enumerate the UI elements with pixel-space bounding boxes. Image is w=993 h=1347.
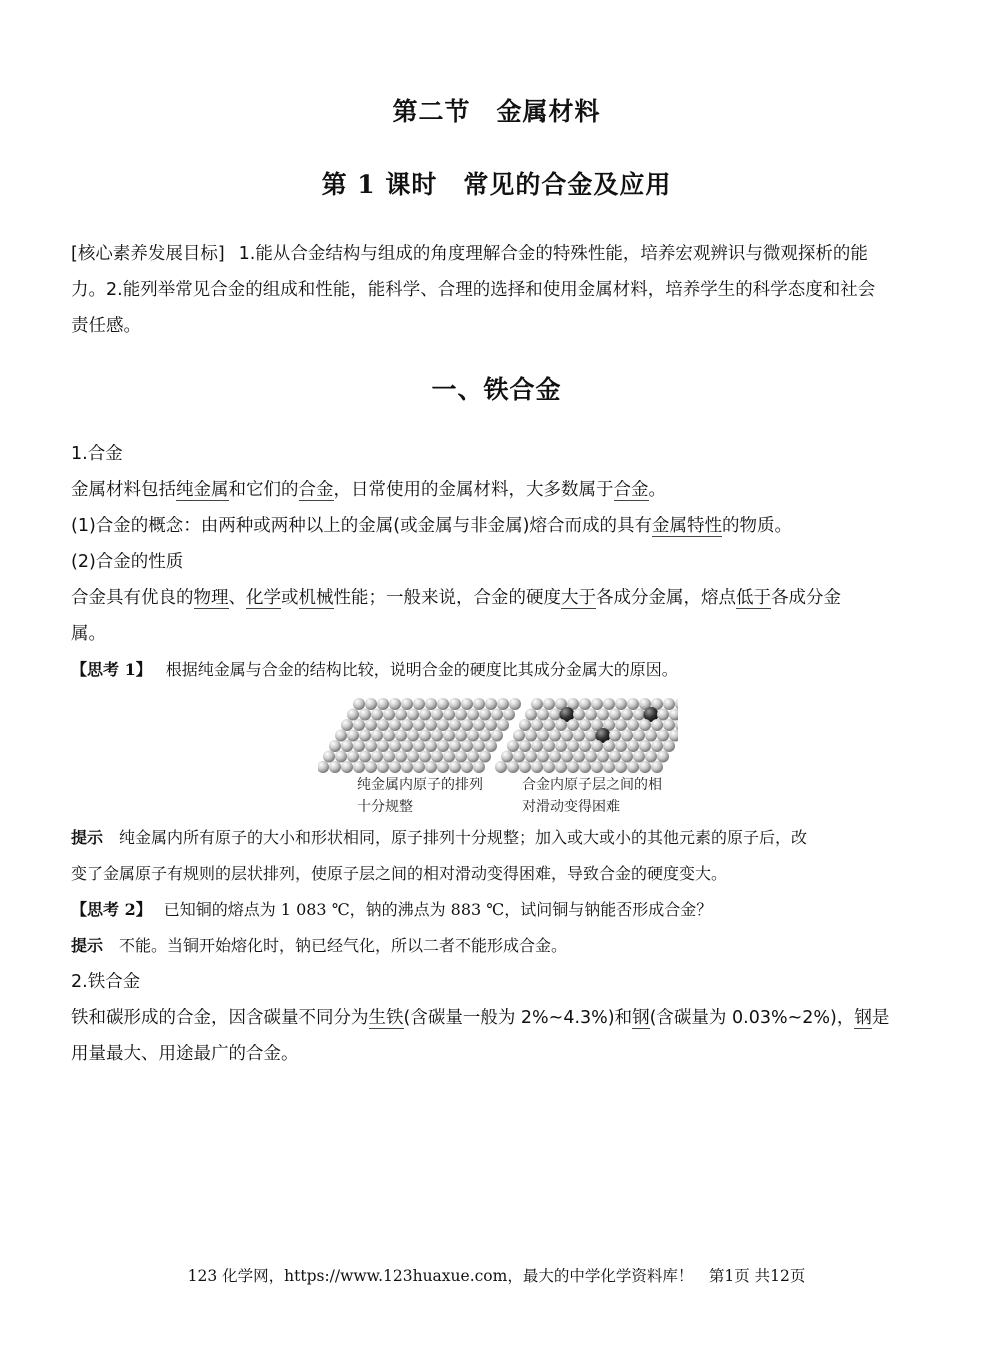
metal-atom (621, 751, 633, 763)
lesson-title: 第 1 课时 常见的合金及应用 (321, 170, 672, 199)
metal-atom (603, 740, 615, 752)
metal-atom (503, 709, 515, 721)
metal-atom (341, 740, 353, 752)
metal-atom (407, 730, 419, 742)
metal-atom (377, 740, 389, 752)
metal-atom (633, 730, 645, 742)
metal-atom (495, 761, 507, 773)
metal-atom (389, 698, 401, 710)
metal-atom (353, 761, 365, 773)
think-2-text: 已知铜的熔点为 1 083 ℃，钠的沸点为 883 ℃，试问铜与钠能否形成合金？ (163, 900, 713, 919)
text-run: 。 (648, 480, 666, 500)
metal-atom (615, 740, 627, 752)
metal-atom (537, 730, 549, 742)
metal-atom (359, 730, 371, 742)
metal-atom (401, 719, 413, 731)
metal-atom (497, 698, 509, 710)
metal-atom (567, 719, 579, 731)
metal-atom (371, 709, 383, 721)
think-1-text: 根据纯金属与合金的结构比较，说明合金的硬度比其成分金属大的原因。 (165, 660, 678, 679)
hint-1 (71, 820, 916, 892)
metal-atom (525, 730, 537, 742)
alloy-heading: 1.合金 (71, 444, 123, 464)
iron-alloy-text-1 (71, 1000, 916, 1036)
underlined-answer: 物理 (193, 588, 229, 608)
metal-atom (449, 698, 461, 710)
metal-atom (431, 751, 443, 763)
metal-atom (413, 719, 425, 731)
metal-atom (597, 709, 609, 721)
metal-atom (543, 740, 555, 752)
metal-atom (663, 698, 675, 710)
goals-line-3: 责任感。 (71, 316, 141, 336)
metal-atom (603, 761, 615, 773)
metal-atom (318, 761, 329, 773)
hint-1-label: 提示 (71, 828, 104, 847)
metal-atom (497, 719, 509, 731)
metal-atom (413, 740, 425, 752)
metal-atom (425, 719, 437, 731)
think-2-label: 【思考 2】 (71, 900, 152, 919)
caption-alloy (522, 774, 662, 818)
underlined-answer: 机械 (298, 588, 334, 608)
goals-text-1: 1.能从合金结构与组成的角度理解合金的特殊性能，培养宏观辨识与微观探析的能 (238, 244, 868, 264)
metal-atom (455, 751, 467, 763)
metal-atom (455, 709, 467, 721)
metal-atom (401, 761, 413, 773)
metal-atom (543, 698, 555, 710)
metal-atom (669, 709, 678, 721)
metal-atom (531, 719, 543, 731)
metal-atom (585, 709, 597, 721)
metal-atom (329, 761, 341, 773)
metal-atom (543, 719, 555, 731)
iron-alloy-block (71, 964, 916, 1072)
text-run: ，日常使用的金属材料，大多数属于 (333, 480, 614, 500)
metal-atom (353, 740, 365, 752)
metal-atom (449, 740, 461, 752)
metal-atom (519, 719, 531, 731)
metal-atom (437, 719, 449, 731)
underlined-answer: 生铁 (368, 1008, 404, 1028)
underlined-answer: 合金 (298, 480, 334, 500)
metal-atom (449, 719, 461, 731)
metal-atom (377, 719, 389, 731)
caption-pure-metal-line-2: 十分规整 (357, 799, 413, 815)
metal-atom (633, 709, 645, 721)
metal-atom (473, 740, 485, 752)
metal-atom (473, 761, 485, 773)
text-run: 的物质。 (721, 516, 792, 536)
metal-atom (573, 751, 585, 763)
metal-atom (479, 751, 491, 763)
alloy-concept (71, 508, 916, 544)
metal-atom (615, 698, 627, 710)
metal-atom (431, 730, 443, 742)
metal-atom (467, 709, 479, 721)
metal-atom (383, 751, 395, 763)
metal-atom (603, 698, 615, 710)
page-footer: 123 化学网，https://www.123huaxue.com，最大的中学化学资料库！ 第1页 共12页 (187, 1267, 806, 1285)
metal-atom (627, 698, 639, 710)
metal-atom (407, 751, 419, 763)
metal-atom (675, 698, 678, 710)
alloy-block (71, 436, 916, 652)
text-run: 合金具有优良的 (71, 588, 194, 608)
hint-2-text: 不能。当铜开始熔化时，钠已经气化，所以二者不能形成合金。 (119, 936, 568, 955)
metal-atom (549, 730, 561, 742)
text-run: 性能；一般来说，合金的硬度 (333, 588, 561, 608)
metal-atom (609, 751, 621, 763)
metal-atom (555, 740, 567, 752)
metal-atom (645, 751, 657, 763)
text-run: (含碳量一般为 2%~4.3%)和 (403, 1008, 633, 1028)
underlined-answer: 纯金属 (176, 480, 229, 500)
metal-atom (519, 740, 531, 752)
metal-atom (615, 761, 627, 773)
metal-atom (395, 751, 407, 763)
metal-atom (651, 740, 663, 752)
metal-atom (377, 698, 389, 710)
metal-atom (437, 698, 449, 710)
section-heading-iron-alloy: 一、铁合金 (431, 375, 562, 404)
metal-atom (615, 719, 627, 731)
metal-atom (371, 751, 383, 763)
metal-atom (485, 740, 497, 752)
iron-alloy-text-2: 用量最大、用途最广的合金。 (71, 1044, 299, 1064)
metal-atom (627, 761, 639, 773)
metal-atom (567, 740, 579, 752)
think-2 (71, 892, 916, 928)
metal-atom (639, 761, 651, 773)
metal-atom (567, 761, 579, 773)
metal-atom (341, 761, 353, 773)
text-run: 铁和碳形成的合金，因含碳量不同分为 (71, 1008, 369, 1028)
metal-atom (479, 730, 491, 742)
metal-atom (507, 740, 519, 752)
caption-alloy-line-1: 合金内原子层之间的相 (522, 777, 662, 793)
metal-atom (395, 730, 407, 742)
metal-atom (621, 730, 633, 742)
metal-atom (485, 698, 497, 710)
metal-atom (461, 740, 473, 752)
text-run: 金属材料包括 (71, 480, 176, 500)
metal-atom (561, 751, 573, 763)
metal-atom (513, 751, 525, 763)
metal-atom (491, 709, 503, 721)
metal-atom (639, 740, 651, 752)
metal-atom (657, 751, 669, 763)
caption-alloy-line-2: 对滑动变得困难 (522, 799, 620, 815)
metal-atom (359, 751, 371, 763)
think-1-label: 【思考 1】 (71, 660, 152, 679)
metal-atom (431, 709, 443, 721)
metal-atom (395, 709, 407, 721)
metal-atom (555, 761, 567, 773)
hint-1-text-1: 纯金属内所有原子的大小和形状相同，原子排列十分规整；加入或大或小的其他元素的原子后，改 (119, 828, 808, 847)
metal-atom (555, 719, 567, 731)
metal-atom (525, 709, 537, 721)
metal-atom (663, 740, 675, 752)
metal-atom (419, 709, 431, 721)
metal-atom (485, 719, 497, 731)
text-run: (含碳量为 0.03%~2%)， (649, 1008, 855, 1028)
metal-atom (531, 740, 543, 752)
metal-atom (657, 709, 669, 721)
metal-atom (401, 698, 413, 710)
metal-atom (675, 719, 678, 731)
hint-2 (71, 928, 916, 964)
metal-atom (657, 730, 669, 742)
metal-atom (549, 751, 561, 763)
alloy-lattice (495, 698, 678, 773)
metal-atom (329, 740, 341, 752)
metal-atom (549, 709, 561, 721)
metal-atom (389, 761, 401, 773)
metal-atom (467, 730, 479, 742)
metal-atom (461, 698, 473, 710)
metal-atom (425, 698, 437, 710)
metal-atom (323, 751, 335, 763)
metal-atom (443, 709, 455, 721)
alloy-properties-heading: (2)合金的性质 (71, 552, 184, 572)
goals-line-1 (71, 236, 916, 272)
metal-atom (573, 730, 585, 742)
metal-atom (347, 730, 359, 742)
metal-atom (621, 709, 633, 721)
metal-atom (401, 740, 413, 752)
metal-atom (347, 751, 359, 763)
metal-atom (437, 740, 449, 752)
metal-atom (443, 730, 455, 742)
think-1 (71, 652, 916, 688)
pure-metal-lattice (318, 698, 521, 773)
metal-atom (413, 761, 425, 773)
metal-atom (561, 730, 573, 742)
underlined-answer: 低于 (736, 588, 771, 608)
metal-atom (537, 709, 549, 721)
metal-atom (579, 761, 591, 773)
underlined-answer: 化学 (246, 588, 281, 608)
metal-atom (531, 761, 543, 773)
metal-atom (425, 740, 437, 752)
metal-atom (491, 730, 503, 742)
underlined-answer: 合金 (613, 480, 649, 500)
metal-atom (365, 740, 377, 752)
metal-atom (501, 751, 513, 763)
metal-atom (365, 719, 377, 731)
metal-atom (383, 730, 395, 742)
underlined-answer: 大于 (561, 588, 596, 608)
metal-atom (419, 751, 431, 763)
text-run: 各成分金 (771, 588, 841, 608)
metal-atom (383, 709, 395, 721)
underlined-answer: 金属特性 (651, 516, 722, 536)
metal-atom (359, 709, 371, 721)
metal-atom (509, 698, 521, 710)
metal-atom (651, 719, 663, 731)
metal-atom (353, 719, 365, 731)
goals-label: [核心素养发展目标] (71, 244, 225, 264)
metal-atom (609, 709, 621, 721)
alloy-properties (71, 580, 916, 616)
metal-atom (579, 719, 591, 731)
metal-atom (525, 751, 537, 763)
metal-atom (437, 761, 449, 773)
metal-atom (365, 698, 377, 710)
metal-atom (513, 730, 525, 742)
metal-atom (585, 751, 597, 763)
metal-atom (507, 761, 519, 773)
goals-line-2: 力。2.能列举常见合金的组成和性能，能科学、合理的选择和使用金属材料，培养学生的科学态度和社会 (71, 280, 876, 300)
metal-atom (353, 698, 365, 710)
text-run: 和它们的 (228, 480, 299, 500)
metal-atom (651, 761, 663, 773)
metal-atom (473, 698, 485, 710)
metal-atom (531, 698, 543, 710)
metal-atom (455, 730, 467, 742)
text-run: 是 (871, 1008, 890, 1028)
metal-atom (519, 761, 531, 773)
page-title: 第二节 金属材料 (392, 97, 601, 126)
metal-atom (461, 761, 473, 773)
metal-atom (419, 730, 431, 742)
text-run: 或 (281, 588, 299, 608)
metal-atom (627, 740, 639, 752)
goals-block (71, 236, 916, 344)
metal-atom (335, 730, 347, 742)
metal-atom (371, 730, 383, 742)
metal-atom (365, 761, 377, 773)
metal-atom (585, 730, 597, 742)
metal-atom (597, 751, 609, 763)
metal-atom (341, 719, 353, 731)
caption-pure-metal-line-1: 纯金属内原子的排列 (357, 777, 483, 793)
metal-atom (461, 719, 473, 731)
text-run: 各成分金属，熔点 (596, 588, 736, 608)
metal-atom (479, 709, 491, 721)
metal-atom (639, 719, 651, 731)
metal-atom (425, 761, 437, 773)
alloy-properties-line-2: 属。 (71, 624, 106, 644)
alloy-intro (71, 472, 916, 508)
iron-alloy-heading: 2.铁合金 (71, 972, 141, 992)
underlined-answer: 钢 (854, 1008, 872, 1028)
metal-atom (591, 740, 603, 752)
hint-1-line-1 (71, 820, 916, 856)
metal-atom (537, 751, 549, 763)
metal-atom (609, 730, 621, 742)
caption-pure-metal (357, 774, 483, 818)
metal-atom (413, 698, 425, 710)
metal-atom (407, 709, 419, 721)
metal-atom (645, 730, 657, 742)
metal-atom (467, 751, 479, 763)
metal-atom (579, 698, 591, 710)
metal-atom (449, 761, 461, 773)
metal-atom (377, 761, 389, 773)
hint-1-text-2: 变了金属原子有规则的层状排列，使原子层之间的相对滑动变得困难，导致合金的硬度变大。 (71, 864, 728, 883)
metal-atom (335, 751, 347, 763)
metal-atom (573, 709, 585, 721)
metal-atom (591, 698, 603, 710)
hint-2-label: 提示 (71, 936, 104, 955)
metal-atom (473, 719, 485, 731)
metal-atom (347, 709, 359, 721)
metal-atom (389, 740, 401, 752)
metal-atom (579, 740, 591, 752)
metal-atom (669, 730, 678, 742)
metal-atom (389, 719, 401, 731)
text-run: 、 (228, 588, 246, 608)
metal-atom (633, 751, 645, 763)
text-run: (1)合金的概念：由两种或两种以上的金属(或金属与非金属)熔合而成的具有 (71, 516, 652, 536)
metal-atom (543, 761, 555, 773)
metal-atom (627, 719, 639, 731)
metal-atom (663, 719, 675, 731)
metal-atom (443, 751, 455, 763)
underlined-answer: 钢 (632, 1008, 650, 1028)
metal-atom (591, 761, 603, 773)
